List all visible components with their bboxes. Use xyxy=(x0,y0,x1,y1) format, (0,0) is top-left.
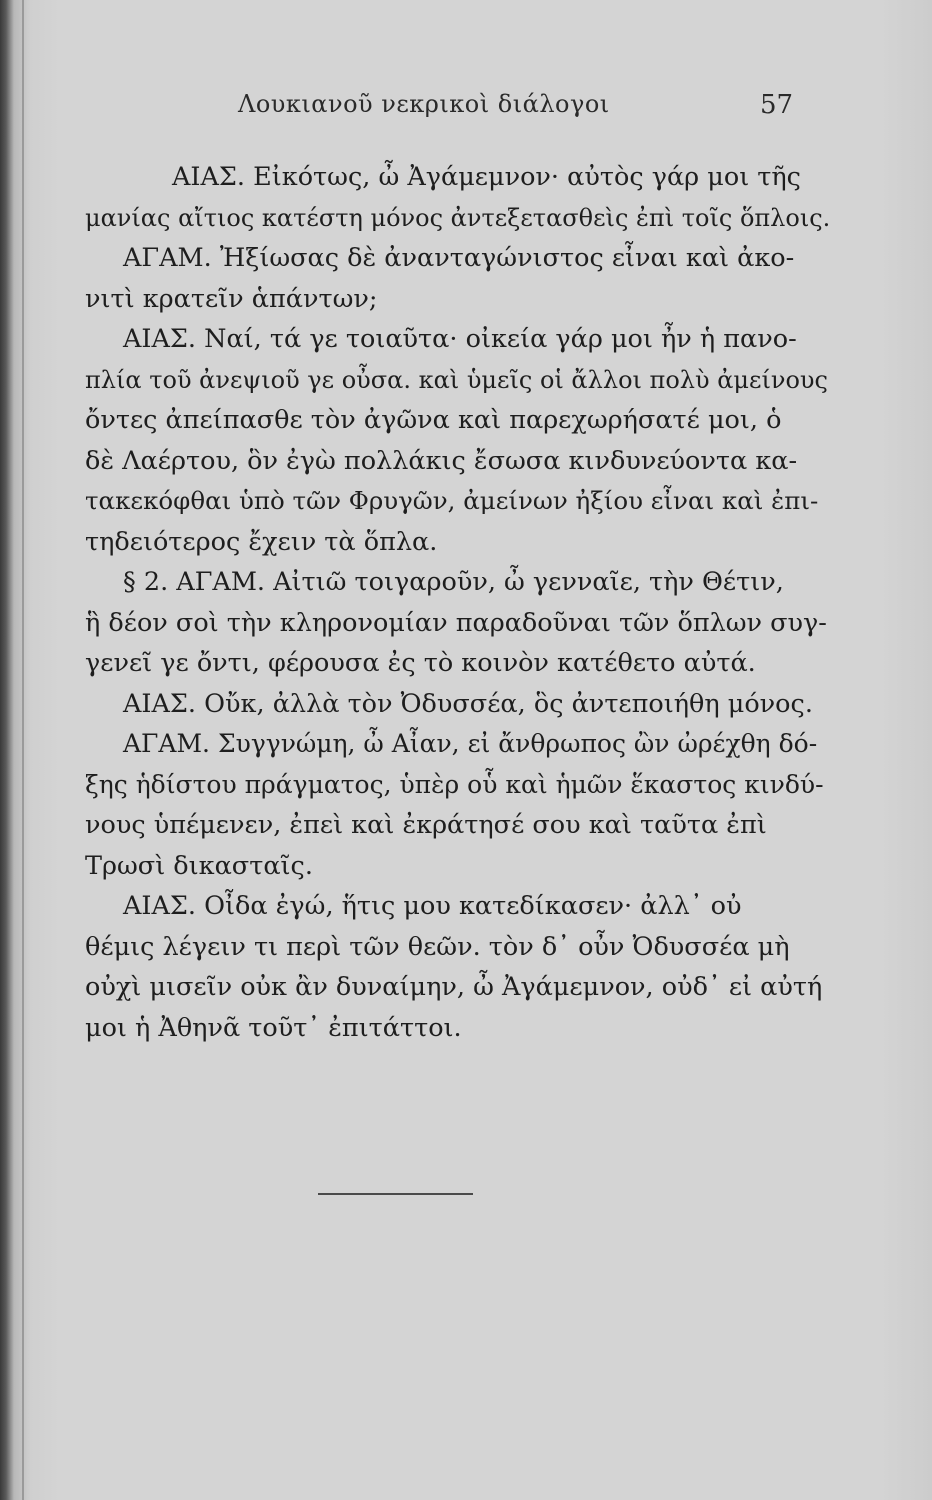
text-line: νους ὑπέμενεν, ἐπεὶ καὶ ἐκράτησέ σου καὶ ταῦτα ἐπὶ xyxy=(85,810,767,840)
end-rule xyxy=(318,1193,473,1195)
text-line: πλία τοῦ ἀνεψιοῦ γε οὖσα. καὶ ὑμεῖς οἱ ἄλλοι πολὺ ἀμείνους xyxy=(85,365,828,394)
text-line: Τρωσὶ δικασταῖς. xyxy=(85,850,313,881)
page-header xyxy=(0,90,932,130)
text-line: οὐχὶ μισεῖν οὐκ ἂν δυναίμην, ὦ Ἀγάμεμνον, οὐδ᾽ εἰ αὐτή xyxy=(85,972,823,1002)
text-line: ΑΓΑΜ. Συγγνώμη, ὦ Αἶαν, εἰ ἄνθρωπος ὢν ὠρέχθη δό- xyxy=(123,729,818,758)
text-line: ΑΙΑΣ. Οἶδα ἐγώ, ἥτις μου κατεδίκασεν· ἀλλ᾽ οὐ xyxy=(123,891,742,921)
text-line: δὲ Λαέρτου, ὃν ἐγὼ πολλάκις ἔσωσα κινδυνεύοντα κα- xyxy=(85,445,798,476)
text-line: τηδειότερος ἔχειν τὰ ὅπλα. xyxy=(85,526,438,557)
running-title: Λουκιανοῦ νεκρικοὶ διάλογοι xyxy=(238,90,610,118)
text-line: τακεκόφθαι ὑπὸ τῶν Φρυγῶν, ἀμείνων ἠξίου εἶναι καὶ ἐπι- xyxy=(85,486,819,515)
text-line: ΑΙΑΣ. Εἰκότως, ὦ Ἀγάμεμνον· αὐτὸς γάρ μοι τῆς xyxy=(172,162,801,192)
section-line: § 2. ΑΓΑΜ. Αἰτιῶ τοιγαροῦν, ὦ γενναῖε, τὴν Θέτιν, xyxy=(123,567,784,597)
text-line: νιτὶ κρατεῖν ἁπάντων; xyxy=(85,283,378,314)
text-line: μοι ἡ Ἀθηνᾶ τοῦτ᾽ ἐπιτάττοι. xyxy=(85,1012,462,1043)
text-line: ἣ δέον σοὶ τὴν κληρονομίαν παραδοῦναι τῶν ὅπλων συγ- xyxy=(85,607,827,638)
text-line: ΑΙΑΣ. Ναί, τά γε τοιαῦτα· οἰκεία γάρ μοι ἦν ἡ πανο- xyxy=(123,324,797,354)
page-gutter xyxy=(22,0,24,1500)
text-line: ΑΓΑΜ. Ἠξίωσας δὲ ἀνανταγώνιστος εἶναι καὶ ἀκο- xyxy=(123,243,795,273)
text-line: μανίας αἴτιος κατέστη μόνος ἀντεξετασθεὶς ἐπὶ τοῖς ὅπλοις. xyxy=(85,203,831,232)
text-line: θέμις λέγειν τι περὶ τῶν θεῶν. τὸν δ᾽ οὖν Ὀδυσσέα μὴ xyxy=(85,931,790,962)
text-line: ὄντες ἀπείπασθε τὸν ἀγῶνα καὶ παρεχωρήσατέ μοι, ὁ xyxy=(85,405,782,435)
text-line: ξης ἡδίστου πράγματος, ὑπὲρ οὗ καὶ ἡμῶν ἕκαστος κινδύ- xyxy=(85,769,824,799)
dialogue-text xyxy=(30,157,830,1048)
page-number: 57 xyxy=(760,90,794,120)
text-line: ΑΙΑΣ. Οὔκ, ἀλλὰ τὸν Ὀδυσσέα, ὃς ἀντεποιήθη μόνος. xyxy=(123,688,813,719)
text-line: γενεῖ γε ὄντι, φέρουσα ἐς τὸ κοινὸν κατέθετο αὐτά. xyxy=(85,648,756,678)
